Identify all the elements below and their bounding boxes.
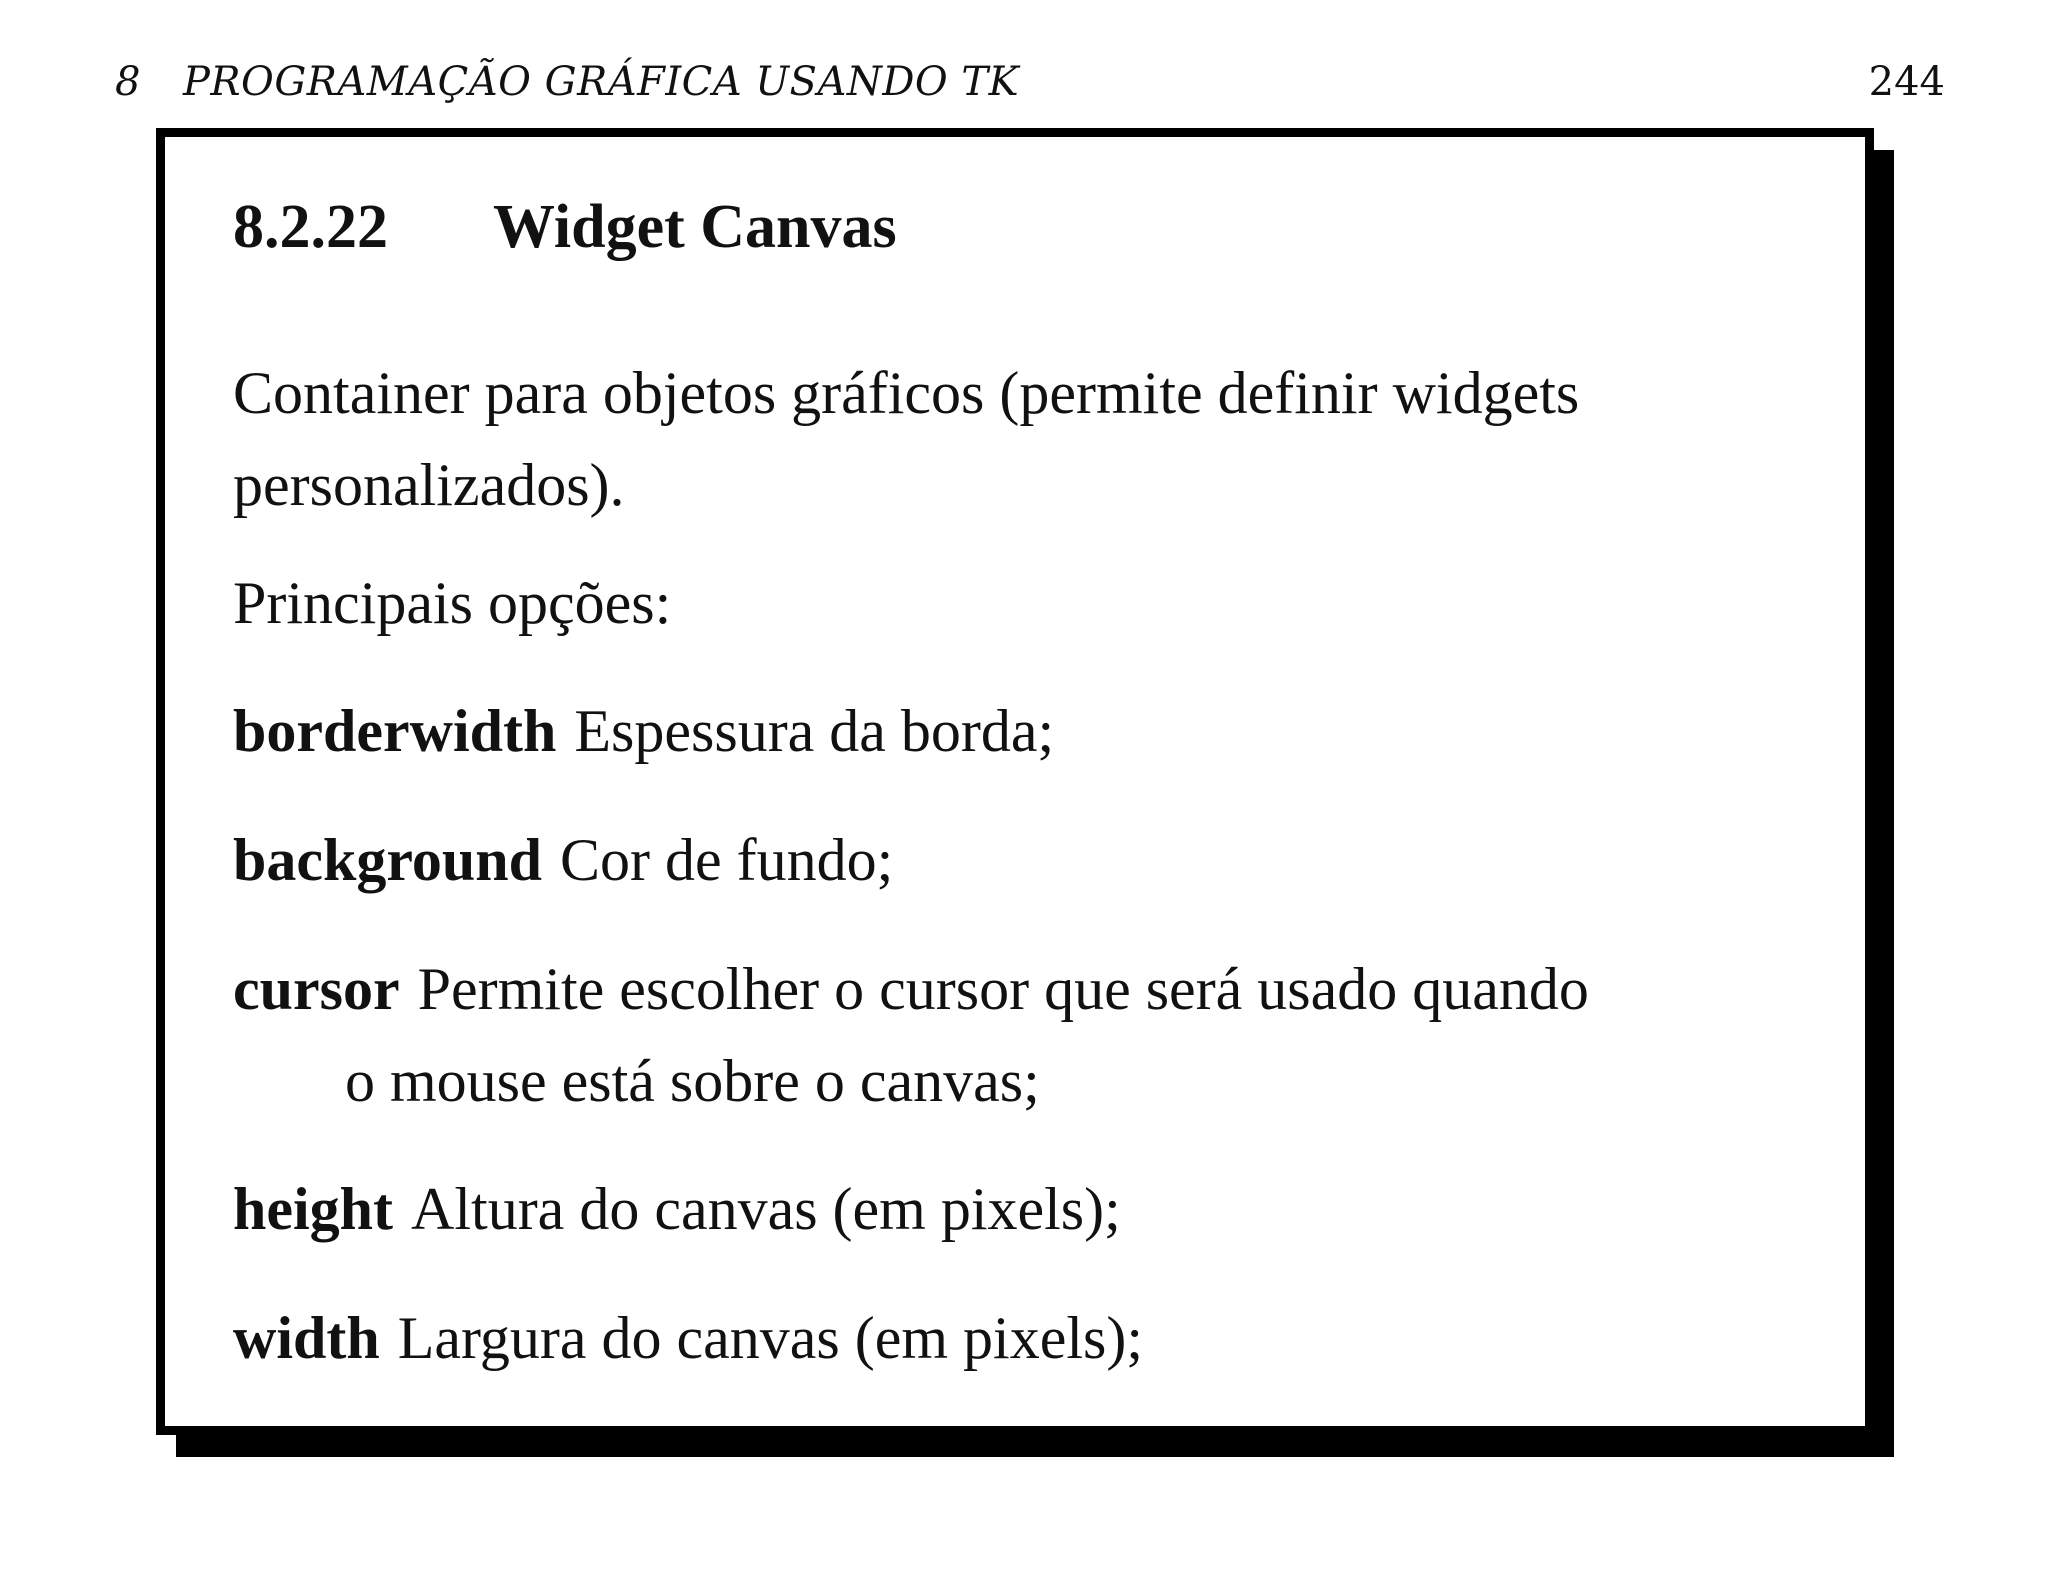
option-description: Largura do canvas (em pixels);: [397, 1305, 1144, 1371]
running-header: [115, 52, 1945, 112]
option-term: width: [233, 1305, 380, 1371]
page-number: 244: [1868, 59, 1945, 105]
option-description: Cor de fundo;: [560, 827, 894, 893]
option-description: Altura do canvas (em pixels);: [411, 1176, 1121, 1242]
option-term: background: [233, 827, 543, 893]
options-lead: Principais opções:: [233, 570, 672, 636]
section-number: 8.2.22: [233, 193, 388, 261]
section-heading: [233, 187, 897, 267]
chapter-title: PROGRAMAÇÃO GRÁFICA USANDO TK: [183, 59, 1019, 105]
option-borderwidth: [233, 685, 1054, 777]
chapter-number: 8: [115, 59, 141, 105]
option-term: height: [233, 1176, 394, 1242]
intro-paragraph: [233, 347, 1579, 531]
option-cursor: [233, 943, 1589, 1127]
option-height: [233, 1163, 1121, 1255]
option-term: borderwidth: [233, 698, 557, 764]
intro-line-2: personalizados).: [233, 452, 625, 518]
option-description-continuation: o mouse está sobre o canvas;: [345, 1048, 1040, 1114]
slide-frame: [156, 128, 1874, 1435]
option-description: Permite escolher o cursor que será usado quando: [417, 956, 1589, 1022]
option-term: cursor: [233, 956, 400, 1022]
option-description: Espessura da borda;: [574, 698, 1055, 764]
section-title: Widget Canvas: [493, 193, 897, 261]
option-width: [233, 1292, 1143, 1384]
intro-line-1: Container para objetos gráficos (permite definir widgets: [233, 360, 1580, 426]
option-background: [233, 814, 893, 906]
